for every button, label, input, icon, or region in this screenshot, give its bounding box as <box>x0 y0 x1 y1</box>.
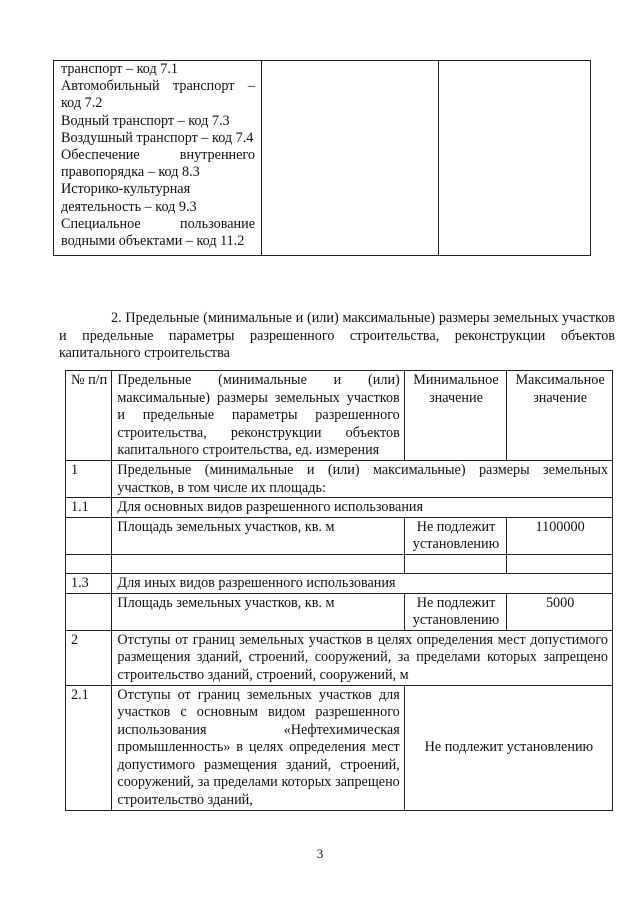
table-row <box>66 554 613 573</box>
use-item: Водный транспорт – код 7.3 <box>61 112 230 129</box>
row-text: Отступы от границ земельных участков для участков с основным видом разрешенного использования «Нефтехимическая промышленность» в целях определения мест допустимого размещения зданий, строений, сооружений, за пределами которых запрещено строительство зданий, <box>112 685 404 810</box>
table-row <box>66 498 613 518</box>
header-num: № п/п <box>66 371 112 461</box>
use-item: Обеспечение внутреннего правопорядка – код 8.3 <box>61 147 255 181</box>
header-min: Минимальное значение <box>404 371 506 461</box>
use-item: транспорт – код 7.1 <box>61 61 178 77</box>
max-value: 1100000 <box>507 517 613 554</box>
min-value: Не подлежит установлению <box>404 593 506 630</box>
table-row <box>66 573 613 593</box>
section-heading: 2. Предельные (минимальные и (или) максимальные) размеры земельных участков и предельные параметры разрешенного строительства, реконструкции объектов капитального строительства <box>59 310 615 362</box>
page-number: 3 <box>316 846 324 861</box>
empty-cell <box>262 61 439 256</box>
row-text: Площадь земельных участков, кв. м <box>112 593 404 630</box>
row-num: 2.1 <box>66 685 112 810</box>
row-text: Для основных видов разрешенного использования <box>112 498 613 518</box>
use-item: Автомобильный транспорт – код 7.2 <box>61 78 255 112</box>
table-row <box>66 685 613 810</box>
use-item: Историко-культурная деятельность – код 9.3 <box>61 181 197 215</box>
row-num: 1.3 <box>66 573 112 593</box>
header-max: Максимальное значение <box>507 371 613 461</box>
row-value: Не подлежит установлению <box>404 685 612 810</box>
row-num: 1 <box>66 460 112 497</box>
header-param: Предельные (минимальные и (или) максимальные) размеры земельных участков и предельные параметры разрешенного строительства, реконструкции объектов капитального строительства, ед. измерения <box>112 371 404 461</box>
row-num: 2 <box>66 630 112 685</box>
row-text: Предельные (минимальные и (или) максимальные) размеры земельных участков, в том числе их площадь: <box>112 460 613 497</box>
table-row <box>66 593 613 630</box>
table-row <box>66 460 613 497</box>
use-item: Воздушный транспорт – код 7.4 <box>61 129 254 146</box>
row-num: 1.1 <box>66 498 112 518</box>
max-value: 5000 <box>507 593 613 630</box>
row-text: Площадь земельных участков, кв. м <box>112 517 404 554</box>
continuation-table <box>53 60 591 256</box>
empty-cell <box>439 61 591 256</box>
parameters-table <box>65 370 613 811</box>
min-value: Не подлежит установлению <box>404 517 506 554</box>
row-text: Для иных видов разрешенного использования <box>112 573 613 593</box>
row-text: Отступы от границ земельных участков в целях определения мест допустимого размещения зданий, строений, сооружений, за пределами которых запрещено строительство зданий, строений, сооружений, м <box>112 630 613 685</box>
table-row <box>66 630 613 685</box>
table-row <box>66 517 613 554</box>
table-header-row <box>66 371 613 461</box>
row-num <box>66 517 112 554</box>
row-num <box>66 593 112 630</box>
use-item: Специальное пользование водными объектами – код 11.2 <box>61 215 255 250</box>
permitted-uses-cell <box>54 61 262 256</box>
